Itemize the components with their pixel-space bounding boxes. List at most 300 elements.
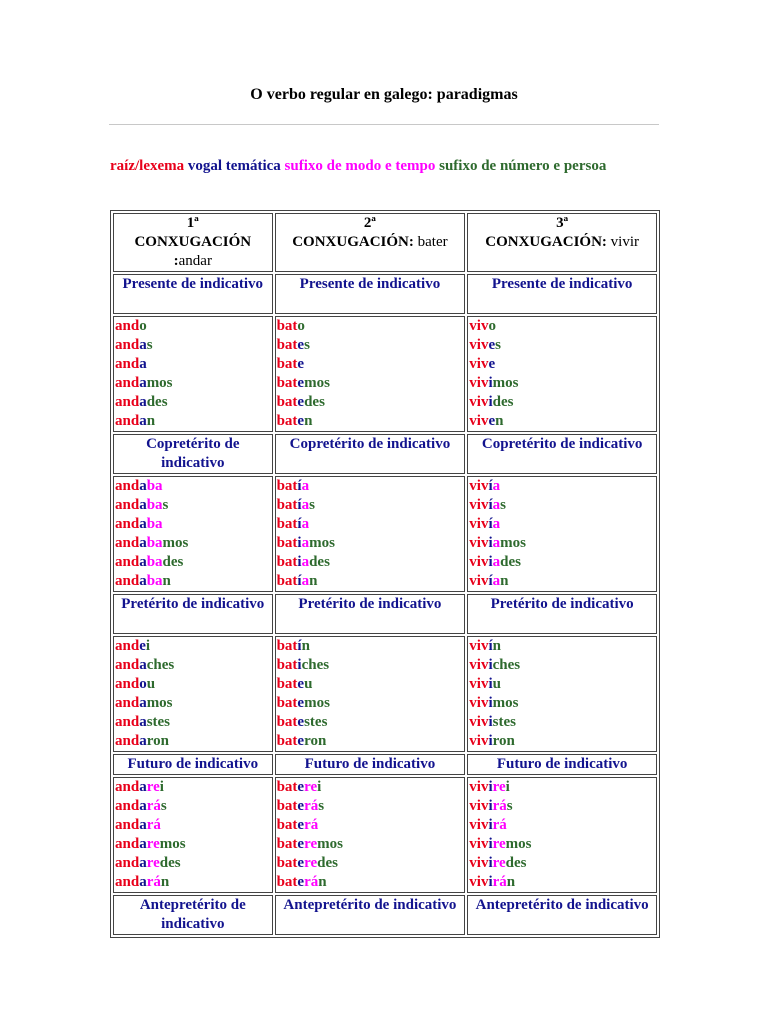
morpheme: e (488, 337, 496, 353)
morpheme: o (139, 676, 147, 692)
morpheme: mos (304, 695, 330, 711)
verb-form (469, 412, 655, 431)
horizontal-rule (109, 124, 659, 125)
morpheme: i (488, 394, 493, 410)
morpheme: e (297, 798, 305, 814)
morpheme: a (139, 394, 147, 410)
verb-form (469, 393, 655, 412)
morpheme: mos (317, 836, 343, 852)
morpheme: re (492, 855, 506, 871)
verb-form (469, 374, 655, 393)
morpheme: e (297, 695, 305, 711)
morpheme: e (297, 337, 305, 353)
morpheme: des (159, 855, 181, 871)
morpheme: s (160, 798, 167, 814)
morpheme: mos (162, 535, 189, 551)
morpheme: and (115, 779, 140, 795)
morpheme: a (301, 478, 310, 494)
verb-form (469, 694, 655, 713)
morpheme: and (115, 478, 140, 494)
morpheme: viv (469, 394, 489, 410)
header-verb: bater (417, 234, 448, 250)
tense-header-row (113, 434, 657, 474)
verb-form (277, 713, 464, 732)
morpheme: í (297, 516, 302, 532)
morpheme: n (146, 413, 156, 429)
morpheme: o (139, 318, 147, 334)
verb-form (277, 393, 464, 412)
verb-form (115, 317, 271, 336)
morpheme: a (492, 554, 501, 570)
morpheme: mos (159, 836, 186, 852)
verb-form (469, 637, 655, 656)
morpheme: and (115, 695, 140, 711)
verb-form (115, 374, 271, 393)
morpheme: n (500, 573, 509, 589)
legend-root: raíz/lexema (110, 158, 185, 174)
morpheme: viv (469, 413, 489, 429)
morpheme: e (139, 638, 146, 654)
morpheme: n (309, 573, 318, 589)
morpheme: e (297, 779, 305, 795)
morpheme: re (492, 779, 506, 795)
verb-form (115, 412, 271, 431)
morpheme: í (297, 497, 302, 513)
morpheme: bat (276, 535, 298, 551)
forms-cell (275, 316, 466, 432)
morpheme: bat (276, 497, 298, 513)
morpheme: and (115, 497, 140, 513)
morpheme: viv (469, 478, 489, 494)
morpheme: re (304, 855, 318, 871)
morpheme: i (488, 695, 493, 711)
verb-form (115, 873, 271, 892)
morpheme: viv (469, 714, 489, 730)
morpheme: i (297, 535, 302, 551)
morpheme: a (139, 535, 147, 551)
morpheme: a (492, 535, 501, 551)
morpheme: mos (492, 375, 519, 391)
verb-form (277, 572, 464, 591)
verb-form (115, 355, 271, 374)
verb-form (277, 317, 464, 336)
verb-form (277, 336, 464, 355)
morpheme: stes (304, 714, 328, 730)
morpheme: a (139, 337, 147, 353)
morpheme: viv (469, 798, 489, 814)
verb-form (277, 496, 464, 515)
morpheme: e (488, 413, 496, 429)
morpheme: a (139, 516, 147, 532)
morpheme: bat (276, 318, 298, 334)
morpheme: des (304, 394, 325, 410)
morpheme: viv (469, 375, 489, 391)
morpheme: i (488, 375, 493, 391)
morpheme: viv (469, 855, 489, 871)
morpheme: des (500, 554, 521, 570)
morpheme: e (297, 855, 305, 871)
verb-form (115, 816, 271, 835)
morpheme: bat (276, 798, 298, 814)
morpheme: e (297, 714, 305, 730)
tense-label: Pretérito de indicativo (467, 594, 657, 634)
morpheme: a (139, 798, 147, 814)
morpheme: mos (309, 535, 335, 551)
morpheme: a (301, 497, 310, 513)
header-label: CONXUGACIÓN: (485, 234, 607, 250)
morpheme: and (115, 413, 140, 429)
morpheme: e (488, 356, 496, 372)
verb-form (115, 572, 271, 591)
morpheme: and (115, 817, 140, 833)
morpheme: a (139, 356, 147, 372)
morpheme: n (304, 413, 313, 429)
morpheme: i (488, 874, 493, 890)
morpheme: i (159, 779, 164, 795)
verb-form (469, 873, 655, 892)
morpheme: rá (492, 798, 507, 814)
verb-form (277, 732, 464, 751)
morpheme: mos (492, 695, 519, 711)
verb-form (277, 675, 464, 694)
morpheme: i (488, 798, 493, 814)
morpheme: s (495, 337, 501, 353)
morpheme: re (304, 779, 318, 795)
verb-form (469, 336, 655, 355)
morpheme: e (297, 394, 305, 410)
morpheme: viv (469, 695, 489, 711)
verb-form (115, 515, 271, 534)
verb-form (277, 797, 464, 816)
morpheme: e (297, 356, 305, 372)
morpheme: o (488, 318, 496, 334)
verb-form (115, 553, 271, 572)
legend-number: sufixo de número e persoa (439, 158, 607, 174)
verb-form (115, 854, 271, 873)
morpheme: ba (146, 497, 163, 513)
morpheme: ba (146, 478, 163, 494)
verb-form (277, 374, 464, 393)
morpheme: i (488, 535, 493, 551)
morpheme: bat (276, 657, 298, 673)
morpheme: des (492, 394, 514, 410)
forms-row (113, 636, 657, 752)
morpheme: viv (469, 638, 489, 654)
page-title: O verbo regular en galego: paradigmas (250, 86, 518, 103)
verb-form (469, 675, 655, 694)
morpheme: viv (469, 497, 489, 513)
morpheme: i (297, 657, 302, 673)
verb-form (277, 656, 464, 675)
tense-header-row (113, 274, 657, 314)
morpheme: ba (146, 535, 163, 551)
forms-cell (467, 316, 657, 432)
morpheme: ba (146, 516, 163, 532)
morpheme: ches (301, 657, 330, 673)
morpheme: i (488, 817, 493, 833)
morpheme: a (139, 874, 147, 890)
tense-label: Presente de indicativo (467, 274, 657, 314)
morpheme: bat (276, 375, 298, 391)
verb-form (277, 694, 464, 713)
morpheme: i (145, 638, 151, 654)
forms-cell (467, 636, 657, 752)
morpheme: re (304, 836, 318, 852)
morpheme: i (488, 836, 493, 852)
verb-form (277, 412, 464, 431)
morpheme: and (115, 798, 140, 814)
morpheme: rá (304, 874, 319, 890)
morpheme: a (139, 733, 147, 749)
morpheme: viv (469, 318, 489, 334)
tense-header-row (113, 895, 657, 935)
morpheme: and (115, 375, 140, 391)
forms-cell (113, 316, 273, 432)
morpheme: a (139, 657, 147, 673)
morpheme: i (488, 554, 493, 570)
morpheme: a (492, 478, 501, 494)
verb-form (277, 835, 464, 854)
verb-form (277, 854, 464, 873)
morpheme: bat (276, 337, 298, 353)
morpheme: des (162, 554, 184, 570)
morpheme: rá (146, 874, 161, 890)
morpheme: i (297, 554, 302, 570)
morpheme: i (488, 714, 493, 730)
forms-cell (275, 636, 466, 752)
morpheme: ches (492, 657, 521, 673)
tense-label: Pretérito de indicativo (113, 594, 273, 634)
morpheme: re (492, 836, 506, 852)
verb-form (469, 816, 655, 835)
morpheme: mos (304, 375, 330, 391)
morpheme: and (115, 318, 140, 334)
morpheme: bat (276, 516, 298, 532)
morpheme: o (297, 318, 305, 334)
morpheme: a (139, 478, 147, 494)
morpheme: e (297, 375, 305, 391)
morpheme: n (160, 874, 170, 890)
header-cell-1 (113, 213, 273, 272)
verb-form (277, 534, 464, 553)
forms-cell (467, 777, 657, 893)
morpheme: í (297, 638, 302, 654)
morpheme: re (146, 779, 160, 795)
tense-label: Copretérito de indicativo (275, 434, 466, 474)
morpheme: a (139, 714, 147, 730)
forms-row (113, 316, 657, 432)
forms-cell (113, 636, 273, 752)
morpheme: a (139, 855, 147, 871)
morpheme: s (162, 497, 169, 513)
verb-form (277, 816, 464, 835)
forms-row (113, 476, 657, 592)
morpheme: a (139, 375, 147, 391)
morpheme: bat (276, 733, 298, 749)
morpheme: bat (276, 695, 298, 711)
morpheme: í (488, 478, 493, 494)
morpheme: a (139, 497, 147, 513)
morpheme: i (317, 779, 322, 795)
morpheme: s (506, 798, 513, 814)
morpheme: e (297, 413, 305, 429)
morpheme: bat (276, 356, 298, 372)
verb-form (115, 694, 271, 713)
morpheme: bat (276, 413, 298, 429)
header-row (113, 213, 657, 272)
morpheme: and (115, 836, 140, 852)
verb-form (115, 656, 271, 675)
morpheme: bat (276, 874, 298, 890)
verb-form (277, 553, 464, 572)
morpheme: rá (492, 817, 507, 833)
morpheme: a (301, 535, 310, 551)
morpheme: mos (146, 375, 173, 391)
morpheme: s (146, 337, 153, 353)
morpheme: bat (276, 573, 298, 589)
verb-form (469, 355, 655, 374)
morpheme: í (488, 638, 493, 654)
tense-header-row (113, 594, 657, 634)
morpheme: and (115, 733, 140, 749)
verb-form (469, 778, 655, 797)
header-cell-3 (467, 213, 657, 272)
verb-form (469, 534, 655, 553)
verb-form (469, 656, 655, 675)
morpheme: mos (505, 836, 532, 852)
morpheme: í (488, 497, 493, 513)
verb-form (115, 534, 271, 553)
verb-form (469, 732, 655, 751)
morpheme: s (318, 798, 325, 814)
forms-row (113, 777, 657, 893)
verb-form (115, 675, 271, 694)
verb-form (277, 637, 464, 656)
tense-label: Antepretérito de indicativo (467, 895, 657, 935)
morpheme: des (505, 855, 527, 871)
morpheme: viv (469, 356, 489, 372)
verb-form (115, 732, 271, 751)
morpheme: ron (146, 733, 169, 749)
morpheme: í (297, 478, 302, 494)
morpheme: stes (492, 714, 516, 730)
morpheme: viv (469, 516, 489, 532)
tense-label: Antepretérito de indicativo (113, 895, 273, 935)
morpheme: a (139, 413, 147, 429)
morpheme: u (492, 676, 501, 692)
header-verb: andar (178, 253, 212, 269)
morpheme: and (115, 554, 140, 570)
morpheme: a (492, 497, 501, 513)
morpheme: ba (146, 554, 163, 570)
morpheme: n (506, 874, 516, 890)
verb-form (277, 778, 464, 797)
tense-label: Copretérito de indicativo (113, 434, 273, 474)
tense-header-row (113, 754, 657, 775)
morpheme: and (115, 337, 140, 353)
color-legend (110, 156, 650, 176)
morpheme: bat (276, 779, 298, 795)
morpheme: and (115, 638, 140, 654)
legend-vowel: vogal temática (187, 158, 281, 174)
verb-form (277, 355, 464, 374)
forms-cell (113, 476, 273, 592)
morpheme: n (495, 413, 504, 429)
tense-label: Futuro de indicativo (467, 754, 657, 775)
morpheme: a (492, 516, 501, 532)
morpheme: ron (304, 733, 327, 749)
morpheme: a (139, 779, 147, 795)
morpheme: ron (492, 733, 515, 749)
morpheme: re (146, 836, 160, 852)
verb-form (469, 854, 655, 873)
morpheme: a (139, 695, 147, 711)
morpheme: e (297, 676, 305, 692)
morpheme: rá (146, 817, 161, 833)
verb-form (469, 496, 655, 515)
conjugation-table (110, 210, 660, 938)
morpheme: s (304, 337, 310, 353)
morpheme: i (488, 779, 493, 795)
verb-form (115, 778, 271, 797)
verb-form (277, 515, 464, 534)
morpheme: rá (304, 817, 319, 833)
verb-form (469, 835, 655, 854)
morpheme: í (488, 573, 493, 589)
verb-form (469, 553, 655, 572)
verb-form (115, 336, 271, 355)
morpheme: a (301, 573, 310, 589)
morpheme: bat (276, 638, 298, 654)
verb-form (469, 713, 655, 732)
morpheme: n (162, 573, 171, 589)
morpheme: viv (469, 779, 489, 795)
header-label: CONXUGACIÓN : (134, 234, 252, 269)
forms-cell (275, 476, 466, 592)
morpheme: viv (469, 657, 489, 673)
morpheme: i (488, 657, 493, 673)
verb-form (115, 713, 271, 732)
tense-label: Pretérito de indicativo (275, 594, 466, 634)
header-ord: 1ª (186, 215, 199, 231)
morpheme: í (297, 573, 302, 589)
tense-label: Presente de indicativo (113, 274, 273, 314)
morpheme: and (115, 516, 140, 532)
morpheme: i (488, 676, 493, 692)
tense-label: Futuro de indicativo (113, 754, 273, 775)
morpheme: ches (146, 657, 175, 673)
verb-form (115, 496, 271, 515)
header-cell-2 (275, 213, 466, 272)
morpheme: and (115, 573, 140, 589)
verb-form (469, 572, 655, 591)
morpheme: s (309, 497, 315, 513)
morpheme: bat (276, 714, 298, 730)
morpheme: viv (469, 874, 489, 890)
morpheme: and (115, 657, 140, 673)
forms-cell (113, 777, 273, 893)
morpheme: and (115, 874, 140, 890)
verb-form (115, 797, 271, 816)
morpheme: rá (304, 798, 319, 814)
morpheme: a (139, 836, 147, 852)
morpheme: u (304, 676, 313, 692)
morpheme: re (146, 855, 160, 871)
morpheme: viv (469, 554, 489, 570)
morpheme: and (115, 394, 140, 410)
morpheme: bat (276, 394, 298, 410)
morpheme: and (115, 714, 140, 730)
